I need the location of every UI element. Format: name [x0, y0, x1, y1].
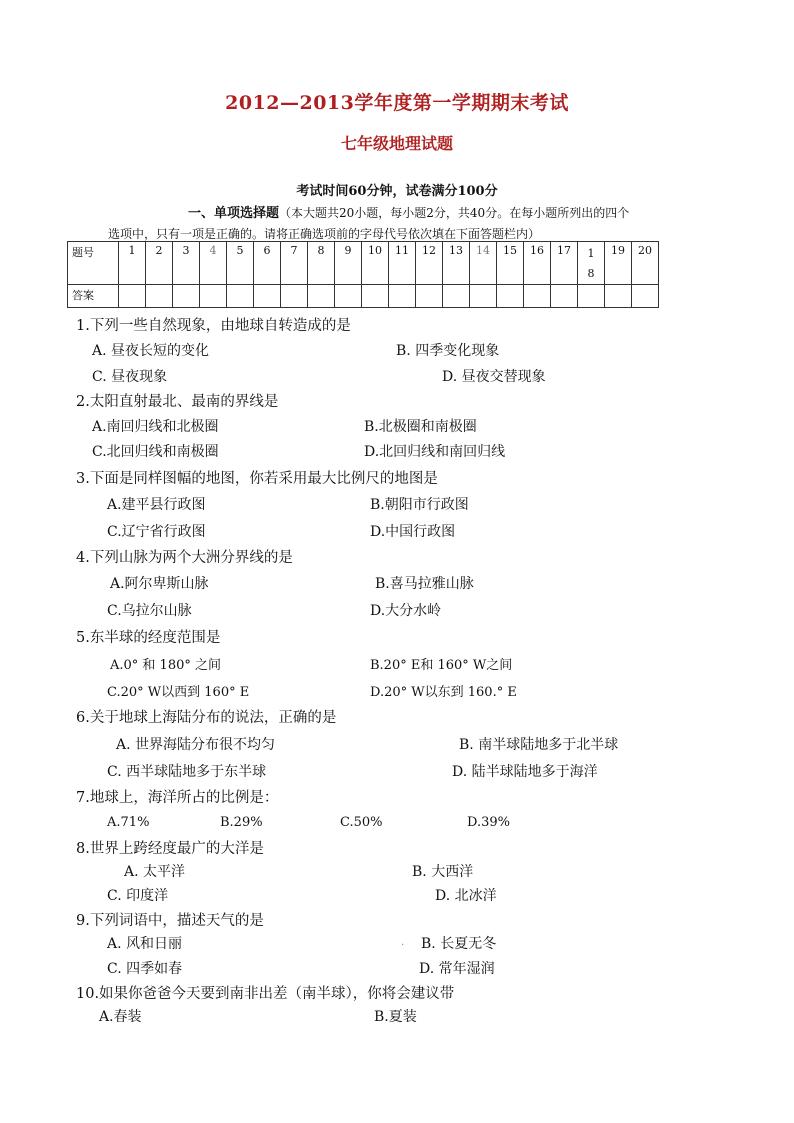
answer-cell[interactable] — [227, 285, 254, 308]
answer-cell[interactable] — [389, 285, 416, 308]
exam-subtitle: 七年级地理试题 — [340, 134, 453, 153]
stray-dot-mark: . — [401, 937, 405, 948]
question-option: D. 北冰洋 — [435, 888, 497, 904]
question-option: B.北极圈和南极圈 — [364, 419, 477, 435]
answer-cell[interactable] — [146, 285, 173, 308]
answer-table-number: 8 — [308, 242, 335, 285]
answer-cell[interactable] — [335, 285, 362, 308]
answer-cell[interactable] — [362, 285, 389, 308]
question-stem: 2.太阳直射最北、最南的界线是 — [76, 394, 279, 410]
answer-table-number: 7 — [281, 242, 308, 285]
question-option: A.阿尔卑斯山脉 — [110, 576, 209, 592]
section-header — [108, 203, 728, 244]
question-stem: 8.世界上跨经度最广的大洋是 — [76, 841, 264, 857]
answer-table-number: 2 — [146, 242, 173, 285]
answer-table-number: 15 — [497, 242, 524, 285]
question-stem: 5.东半球的经度范围是 — [76, 630, 221, 646]
question-option: B. 南半球陆地多于北半球 — [459, 737, 619, 753]
question-stem: 6.关于地球上海陆分布的说法，正确的是 — [76, 710, 337, 726]
answer-cell[interactable] — [578, 285, 605, 308]
question-option: A.建平县行政图 — [107, 497, 206, 513]
answer-table-number: 20 — [632, 242, 659, 285]
question-option: A.71% — [107, 815, 150, 830]
exam-title: 2012—2013学年度第一学期期末考试 — [225, 92, 569, 114]
question-option: D.中国行政图 — [370, 524, 456, 540]
question-option: C.辽宁省行政图 — [107, 524, 206, 540]
answer-cell[interactable] — [443, 285, 470, 308]
question-stem: 9.下列词语中，描述天气的是 — [76, 913, 264, 929]
section-title: 一、单项选择题 — [188, 206, 280, 221]
answer-cell[interactable] — [497, 285, 524, 308]
answer-table-number: 16 — [524, 242, 551, 285]
answer-cell[interactable] — [254, 285, 281, 308]
section-instructions-2: 选项中，只有一项是正确的。请将正确选项前的字母代号依次填在下面答题栏内） — [108, 227, 541, 241]
question-option: B.20° E和 160° W之间 — [370, 658, 513, 673]
question-option: A. 风和日丽 — [107, 936, 183, 952]
question-option: A. 太平洋 — [124, 864, 186, 880]
answer-table-answer-row — [68, 285, 659, 308]
answer-cell[interactable] — [173, 285, 200, 308]
answer-table-number: 4 — [200, 242, 227, 285]
question-option: A.春装 — [99, 1009, 142, 1025]
answer-table-number: 9 — [335, 242, 362, 285]
question-option: A. 昼夜长短的变化 — [92, 343, 210, 359]
question-option: B.朝阳市行政图 — [370, 497, 469, 513]
question-option: D.39% — [467, 815, 510, 830]
question-stem: 10.如果你爸爸今天要到南非出差（南半球），你将会建议带 — [76, 986, 455, 1002]
answer-cell[interactable] — [416, 285, 443, 308]
question-stem: 3.下面是同样图幅的地图，你若采用最大比例尺的地图是 — [76, 471, 438, 487]
question-option: C. 四季如春 — [107, 961, 183, 977]
question-option: B.29% — [220, 815, 263, 830]
question-option: D.北回归线和南回归线 — [364, 444, 506, 460]
question-option: B.夏装 — [374, 1009, 417, 1025]
question-option: C.20° W以西到 160° E — [107, 685, 250, 700]
answer-table-number: 19 — [605, 242, 632, 285]
answer-cell[interactable] — [308, 285, 335, 308]
answer-cell[interactable] — [119, 285, 146, 308]
answer-table-number-row — [68, 242, 659, 285]
question-option: C. 印度洋 — [107, 888, 169, 904]
exam-info: 考试时间60分钟，试卷满分100分 — [296, 184, 498, 199]
question-option: D.20° W以东到 160.° E — [370, 685, 517, 700]
question-stem: 7.地球上，海洋所占的比例是： — [76, 790, 279, 806]
answer-table-number: 5 — [227, 242, 254, 285]
question-option: D. 常年湿润 — [419, 961, 495, 977]
question-option: C.北回归线和南极圈 — [92, 444, 219, 460]
answer-cell[interactable] — [281, 285, 308, 308]
answer-table-header-number: 题号 — [68, 242, 119, 285]
question-option: D.大分水岭 — [370, 603, 442, 619]
answer-table-number: 11 — [389, 242, 416, 285]
answer-table-number: 10 — [362, 242, 389, 285]
answer-cell[interactable] — [524, 285, 551, 308]
question-option: B. 长夏无冬 — [421, 936, 497, 952]
answer-table-number: 12 — [416, 242, 443, 285]
answer-cell[interactable] — [470, 285, 497, 308]
question-option: C.乌拉尔山脉 — [107, 603, 192, 619]
answer-table-header-answer: 答案 — [68, 285, 119, 308]
answer-cell[interactable] — [200, 285, 227, 308]
answer-cell[interactable] — [632, 285, 659, 308]
question-option: C. 昼夜现象 — [92, 369, 168, 385]
section-instructions-1: （本大题共20小题，每小题2分，共40分。在每小题所列出的四个 — [279, 206, 630, 220]
question-option: B.喜马拉雅山脉 — [375, 576, 474, 592]
question-stem: 1.下列一些自然现象，由地球自转造成的是 — [76, 318, 351, 334]
answer-table-number: 3 — [173, 242, 200, 285]
question-option: B. 大西洋 — [412, 864, 474, 880]
answer-table-number: 13 — [443, 242, 470, 285]
answer-table — [67, 241, 659, 308]
question-option: C. 西半球陆地多于东半球 — [107, 764, 267, 780]
question-option: A. 世界海陆分布很不均匀 — [116, 737, 276, 753]
question-option: A.南回归线和北极圈 — [92, 419, 219, 435]
answer-cell[interactable] — [551, 285, 578, 308]
question-stem: 4.下列山脉为两个大洲分界线的是 — [76, 550, 293, 566]
answer-table-number: 6 — [254, 242, 281, 285]
question-option: D. 陆半球陆地多于海洋 — [452, 764, 598, 780]
answer-table-number: 1 8 — [578, 242, 605, 285]
question-option: B. 四季变化现象 — [396, 343, 500, 359]
answer-table-number: 14 — [470, 242, 497, 285]
question-option: C.50% — [340, 815, 383, 830]
answer-cell[interactable] — [605, 285, 632, 308]
question-option: A.0° 和 180° 之间 — [110, 658, 222, 673]
question-option: D. 昼夜交替现象 — [442, 369, 546, 385]
answer-table-number: 17 — [551, 242, 578, 285]
answer-table-number: 1 — [119, 242, 146, 285]
section-line-1 — [108, 203, 728, 224]
